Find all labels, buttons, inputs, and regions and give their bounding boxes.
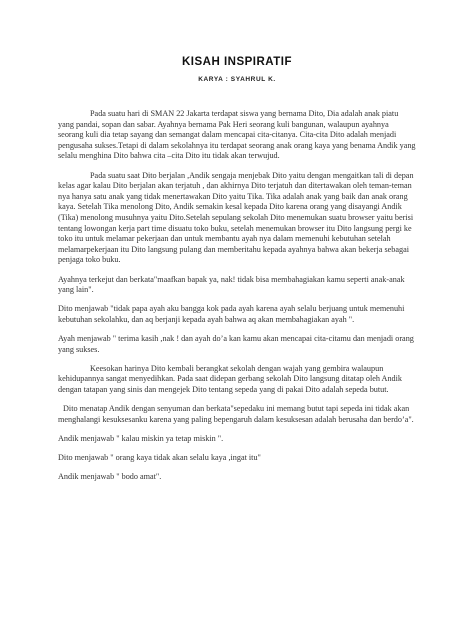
paragraph-intro: Pada suatu hari di SMAN 22 Jakarta terdapat siswa yang bernama Dito, Dia adalah anak piatu yang pandai, sopan dan sabar. Ayahnya bernama Pak Heri seorang kuli bangunan, walaupun ayahnya seorang kuli dia tetap sayang dan semangat dalam mencapai cita-citanya. Cita-cita Dito adalah menjadi pengusaha sukses.Tetapi di dalam sekolahnya itu terdapat seorang anak orang kaya yang benama Andik yang selalu menghina Dito bahwa cita –cita Dito itu tidak akan terwujud.: [58, 109, 416, 161]
paragraph-father-apology: Ayahnya terkejut dan berkata"maafkan bapak ya, nak! tidak bisa membahagiakan kamu seperti anak-anak yang lain".: [58, 274, 405, 295]
paragraph-bicycle: Dito menatap Andik dengan senyuman dan berkata"sepedaku ini memang butut tapi sepeda ini tidak akan menghalangi kesuksesanku karena yang paling bepengaruh dalam kesuksesan adalah berusaha dan berdo’a".: [58, 404, 414, 424]
paragraph-andik-poor: Andik menjawab " kalau miskin ya tetap miskin ".: [58, 434, 224, 443]
document-author: KARYA : SYAHRUL K.: [198, 76, 276, 83]
document-title: KISAH INSPIRATIF: [181, 56, 292, 68]
paragraph-andik-whatever: Andik menjawab " bodo amat".: [58, 472, 162, 482]
paragraph-father-thanks: Ayah menjawab " terima kasih ,nak ! dan ayah do’a kan kamu akan mencapai cita-citamu dan menjadi orang yang sukses.: [58, 334, 414, 354]
paragraph-dito-reply: Dito menjawab "tidak papa ayah aku bangga kok pada ayah karena ayah selalu berjuang untuk memenuhi kebutuhan sekolahku, dan aq berjanji kepada ayah bahwa aq akan membahagiakan ayah ".: [58, 304, 405, 324]
document-body: [58, 109, 416, 483]
paragraph-andik-trap: Pada suatu saat Dito berjalan ,Andik sengaja menjebak Dito yaitu dengan mengaitkan tali di depan kelas agar kalau Dito berjalan akan terjatuh , dan akhirnya Dito terjatuh dan ditertawakan oleh teman-teman nya hanya satu anak yang tidak menertawakan Dito yaitu Tika. Tika adalah anak yang baik dan anak orang kaya. Setelah Tika menolong Dito, Andik semakin kesal kepada Dito karena orang yang disayangi Andik (Tika) menolong musuhnya yaitu Dito.Setelah sepulang sekolah Dito menemukan suatu browser yaitu berisi tentang lowongan kerja part time disuatu toko buku, setelah menemukan browser itu Dito langsung pergi ke toko itu untuk melamar pekerjaan dan untuk membantu ayah nya dalam memenuhi kebutuhan setelah melamarpekerjaan itu Dito langsung pulang dan memberitahu kepada ayahnya bahwa akan bekerja sebagai penjaga toko buku.: [58, 170, 414, 265]
paragraph-next-day: Keesokan harinya Dito kembali berangkat sekolah dengan wajah yang gembira walaupun kehidupannya sangat menyedihkan. Pada saat didepan gerbang sekolah Dito langsung ditatap oleh Andik dengan tatapan yang sinis dan mengejek Dito tentang sepeda yang di pakai Dito adalah sepeda butut.: [58, 363, 403, 395]
paragraph-dito-rich: Dito menjawab " orang kaya tidak akan selalu kaya ,ingat itu": [58, 453, 261, 463]
